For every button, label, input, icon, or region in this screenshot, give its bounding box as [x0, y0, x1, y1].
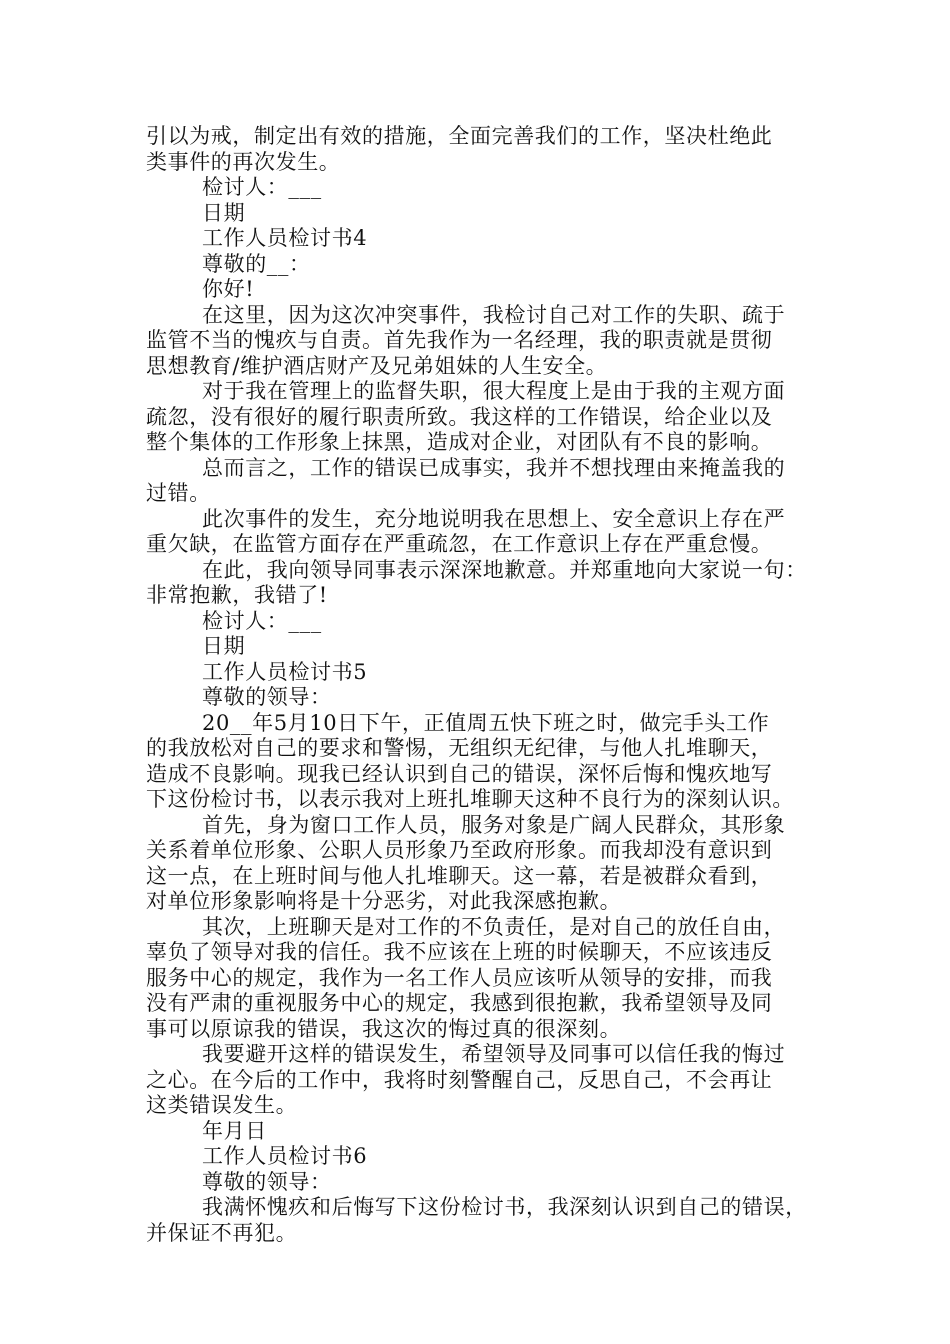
text-line: 事可以原谅我的错误，我这次的悔过真的很深刻。 [146, 1016, 622, 1041]
text-line: 我要避开这样的错误发生，希望领导及同事可以信任我的悔过 [202, 1042, 786, 1066]
text-line: 对于我在管理上的监督失职，很大程度上是由于我的主观方面 [202, 379, 786, 403]
text-line: 日期 [202, 634, 246, 658]
text-line: 服务中心的规定，我作为一名工作人员应该听从领导的安排，而我 [146, 965, 773, 990]
text-line: 的我放松对自己的要求和警惕，无组织无纪律，与他人扎堆聊天， [146, 736, 773, 760]
text-line: 类事件的再次发生。 [146, 149, 341, 174]
text-line: 过错。 [146, 481, 211, 505]
text-line: 尊敬的领导： [202, 685, 332, 709]
text-line: 重欠缺，在监管方面存在严重疏忽，在工作意识上存在严重怠慢。 [146, 532, 773, 556]
text-line: 下这份检讨书，以表示我对上班扎堆聊天这种不良行为的深刻认识。 [146, 787, 794, 811]
text-line: 尊敬的__： [202, 251, 311, 276]
text-line: 没有严肃的重视服务中心的规定，我感到很抱歉，我希望领导及同 [146, 991, 773, 1015]
text-line: 工作人员检讨书5 [202, 659, 368, 684]
text-line: 此次事件的发生，充分地说明我在思想上、安全意识上存在严 [202, 506, 786, 531]
document-body [146, 124, 831, 1246]
text-line: 思想教育/维护酒店财产及兄弟姐妹的人生安全。 [146, 353, 608, 378]
text-line: 首先，身为窗口工作人员，服务对象是广阔人民群众，其形象 [202, 812, 786, 837]
text-line: 我满怀愧疚和后悔写下这份检讨书，我深刻认识到自己的错误， [202, 1195, 807, 1219]
text-line: 日期 [202, 200, 246, 225]
text-line: 这类错误发生。 [146, 1093, 298, 1117]
text-line: 20__年5月10日下午，正值周五快下班之时，做完手头工作 [202, 710, 770, 735]
text-line: 年月日 [202, 1118, 267, 1143]
text-line: 对单位形象影响将是十分恶劣，对此我深感抱歉。 [146, 889, 622, 913]
text-line: 疏忽，没有很好的履行职责所致。我这样的工作错误，给企业以及 [146, 404, 773, 429]
text-line: 在这里，因为这次冲突事件，我检讨自己对工作的失职、疏于 [202, 302, 786, 327]
text-line: 工作人员检讨书6 [202, 1144, 368, 1168]
text-line: 造成不良影响。现我已经认识到自己的错误，深怀后悔和愧疚地写 [146, 761, 773, 786]
text-line: 非常抱歉，我错了! [146, 583, 328, 607]
text-line: 检讨人：___ [202, 608, 322, 633]
text-line: 尊敬的领导： [202, 1169, 332, 1194]
text-line: 引以为戒，制定出有效的措施，全面完善我们的工作，坚决杜绝此 [146, 124, 773, 148]
text-line: 关系着单位形象、公职人员形象乃至政府形象。而我却没有意识到 [146, 838, 773, 862]
text-line: 并保证不再犯。 [146, 1220, 298, 1245]
text-line: 在此，我向领导同事表示深深地歉意。并郑重地向大家说一句： [202, 557, 807, 582]
text-line: 整个集体的工作形象上抹黑，造成对企业，对团队有不良的影响。 [146, 430, 773, 454]
text-line: 监管不当的愧疚与自责。首先我作为一名经理，我的职责就是贯彻 [146, 328, 773, 352]
text-line: 检讨人：___ [202, 175, 322, 199]
text-line: 工作人员检讨书4 [202, 226, 368, 250]
text-line: 辜负了领导对我的信任。我不应该在上班的时候聊天，不应该违反 [146, 940, 773, 964]
text-line: 这一点，在上班时间与他人扎堆聊天。这一幕，若是被群众看到， [146, 863, 773, 888]
text-line: 你好! [202, 277, 255, 301]
text-line: 之心。在今后的工作中，我将时刻警醒自己，反思自己，不会再让 [146, 1067, 773, 1092]
text-line: 其次，上班聊天是对工作的不负责任，是对自己的放任自由， [202, 914, 786, 939]
text-line: 总而言之，工作的错误已成事实，我并不想找理由来掩盖我的 [202, 455, 786, 480]
